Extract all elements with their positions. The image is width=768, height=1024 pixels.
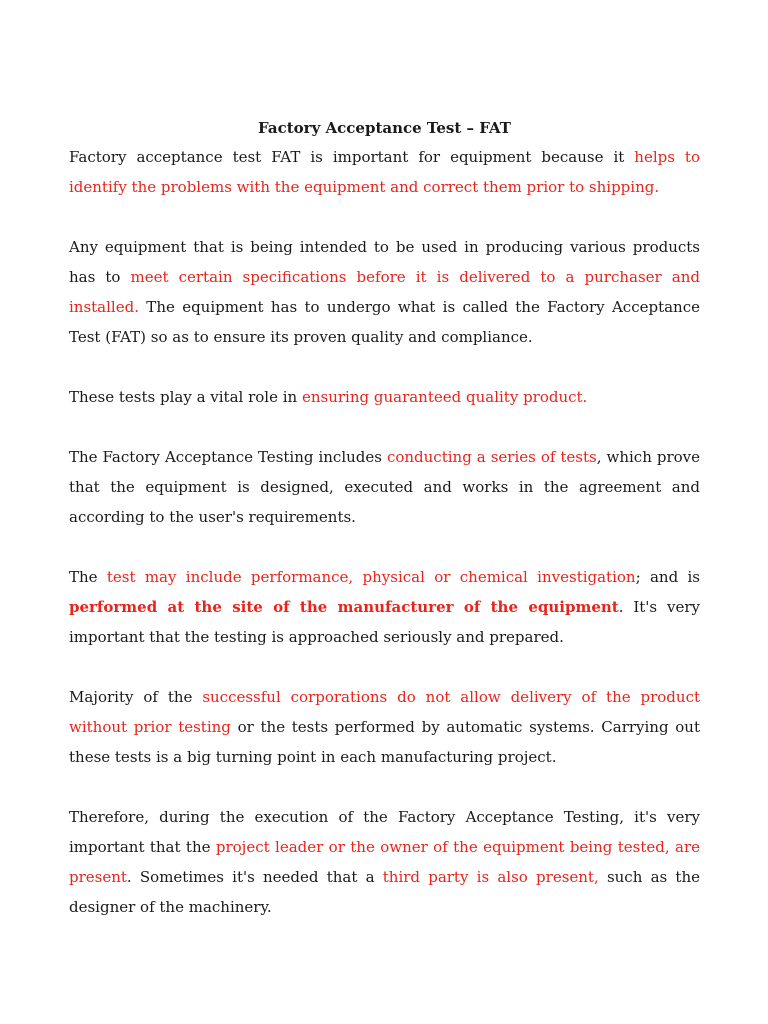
- highlighted-text: conducting a series of tests: [386, 448, 597, 466]
- text-segment: The: [69, 568, 107, 586]
- paragraph-4: [69, 442, 700, 532]
- document-body: [69, 142, 700, 922]
- text-segment: Factory acceptance test FAT is important for equipment because it: [69, 148, 635, 166]
- text-segment: Any equipment that is being intended to be used in producing various products has to: [69, 238, 700, 286]
- highlighted-text: performed at the site of the manufacturer of the equipment: [69, 598, 619, 616]
- paragraph-1: [69, 142, 700, 202]
- highlighted-text: ensuring guaranteed quality product.: [301, 388, 588, 406]
- text-segment: ; and is: [635, 568, 700, 586]
- text-segment: Majority of the: [69, 688, 203, 706]
- text-segment: such as the designer of the machinery.: [69, 868, 700, 916]
- text-segment: . Sometimes it's needed that a: [126, 868, 383, 886]
- highlighted-text: project leader or the owner of the equipment being tested, are present: [69, 838, 700, 886]
- text-segment: The Factory Acceptance Testing includes: [69, 448, 387, 466]
- text-segment: or the tests performed by automatic systems. Carrying out these tests is a big turning point in each manufacturing project.: [69, 718, 700, 766]
- paragraph-6: [69, 682, 700, 772]
- document-page: [69, 116, 700, 952]
- text-segment: These tests play a vital role in: [69, 388, 302, 406]
- highlighted-text: meet certain specifications before it is delivered to a purchaser and installed.: [69, 268, 700, 316]
- text-segment: Therefore, during the execution of the Factory Acceptance Testing, it's very important that the: [69, 808, 700, 856]
- highlighted-text: successful corporations do not allow delivery of the product without prior testing: [69, 688, 701, 736]
- document-title: Factory Acceptance Test – FAT: [258, 119, 511, 137]
- paragraph-3: [69, 382, 700, 412]
- highlighted-text: third party is also present,: [382, 868, 599, 886]
- highlighted-text: test may include performance, physical or chemical investigation: [106, 568, 636, 586]
- text-segment: . It's very important that the testing is approached seriously and prepared.: [69, 598, 701, 646]
- paragraph-2: [69, 232, 700, 352]
- text-segment: The equipment has to undergo what is called the Factory Acceptance Test (FAT) so as to ensure its proven quality and compliance.: [69, 298, 700, 346]
- paragraph-7: [69, 802, 700, 922]
- highlighted-text: helps to identify the problems with the equipment and correct them prior to shipping.: [69, 148, 700, 196]
- paragraph-5: [69, 562, 700, 652]
- text-segment: , which prove that the equipment is designed, executed and works in the agreement and according to the user's requirements.: [69, 448, 700, 526]
